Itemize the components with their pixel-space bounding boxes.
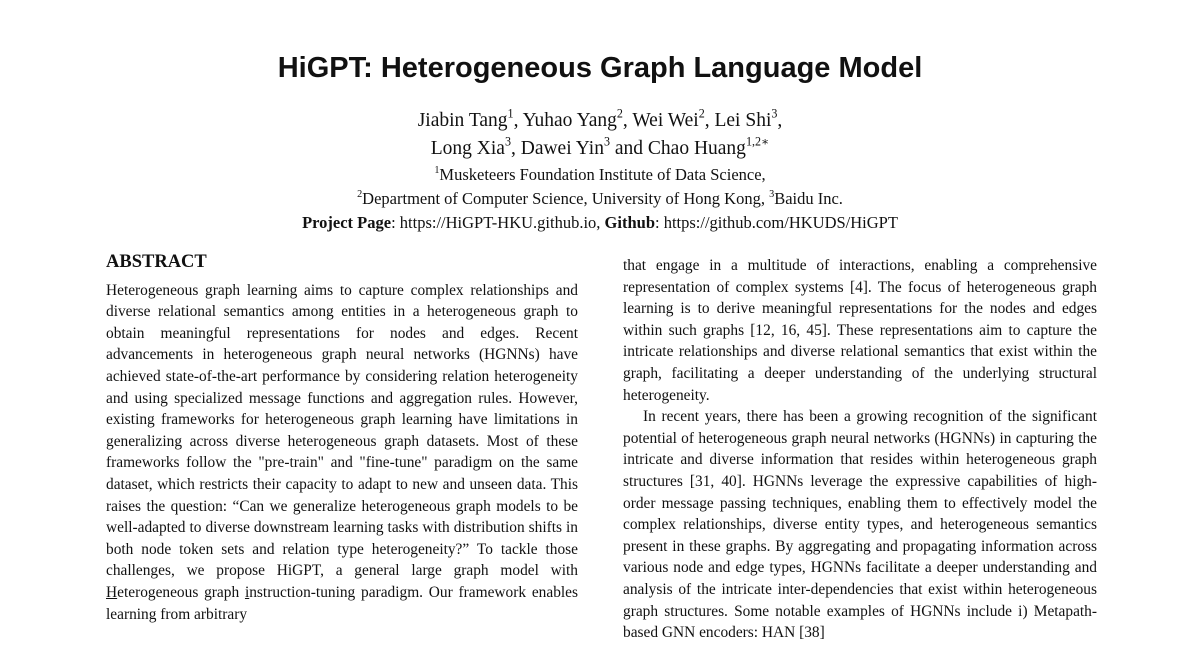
affiliation-2 (0, 187, 1200, 211)
author-sup: 3 (504, 134, 511, 149)
affiliation-sup: 2 (357, 188, 363, 200)
author-name: Dawei Yin (520, 138, 604, 159)
abstract-text-part: eterogeneous graph (117, 583, 245, 601)
author-list (0, 107, 1200, 163)
author-sup: 2 (616, 106, 623, 121)
project-page-link[interactable]: : https://HiGPT-HKU.github.io, (391, 213, 605, 232)
intro-paragraph-2: In recent years, there has been a growing recognition of the significant potential of heterogeneous graph neural networks (HGNNs) in capturing the intricate and diverse information that resides within heterogeneous graph structures [31, 40]. HGNNs leverage the expressive capabilities of high-order message passing techniques, enabling them to effectively model the complex relationships, diverse entity types, and heterogeneous semantics present in these graphs. By aggregating and propagating information across various node and edge types, HGNNs facilitate a deeper understanding and analysis of the intricate inter-dependencies that exist within heterogeneous graph structures. Some notable examples of HGNNs include i) Metapath-based GNN encoders: HAN [38] (623, 408, 1097, 642)
author-line-2 (0, 135, 1200, 163)
author-sup: 1,2∗ (745, 134, 770, 149)
author-sep: , (622, 110, 633, 131)
project-page-label: Project Page (302, 213, 392, 232)
author-sup: 1 (507, 106, 514, 121)
abstract-text-part: Heterogeneous graph learning aims to capture complex relationships and diverse relational semantics among entities in a heterogeneous graph to obtain meaningful representations for nodes and edges. Recent advancements in heterogeneous graph neural networks (HGNNs) have achieved state-of-the-art performance by considering relation heterogeneity and using specialized message functions and aggregation rules. However, existing frameworks for heterogeneous graph learning have limitations in generalizing across diverse heterogeneous graph datasets. Most of these frameworks follow the "pre-train" and "fine-tune" paradigm on the same dataset, which restricts their capacity to adapt to new and unseen data. This raises the question: “Can we generalize heterogeneous graph models to be well-adapted to diverse downstream learning tasks with distribution shifts in both node token sets and relation type heterogeneity?” To tackle those challenges, we propose HiGPT, a general large graph model with (106, 281, 578, 580)
intro-paragraph-1: that engage in a multitude of interactions, enabling a comprehensive representation of complex systems [4]. The focus of heterogeneous graph learning is to derive meaningful representations for the nodes and edges within such graphs [12, 16, 45]. These representations aim to capture the intricate relationships and diverse relational semantics that exist within the graph, facilitating a deeper understanding of the underlying structural heterogeneity. (623, 257, 1097, 404)
author-sep: , (777, 110, 783, 131)
author-sep: , (510, 138, 521, 159)
author-name: Chao Huang (647, 138, 746, 159)
author-line-1 (0, 107, 1200, 135)
author-sup: 2 (698, 106, 705, 121)
underlined-letter: i (244, 583, 250, 601)
abstract-heading: ABSTRACT (106, 252, 207, 272)
abstract-text-part: nstruction-tuning paradigm. Our framework enables learning from arbitrary (106, 583, 578, 623)
project-links (0, 211, 1200, 235)
underlined-letter: H (106, 583, 118, 601)
affiliation-1 (0, 163, 1200, 187)
affiliation-sup: 3 (769, 188, 775, 200)
paper-header (0, 52, 1200, 235)
author-name: Long Xia (430, 138, 505, 159)
paper-title: HiGPT: Heterogeneous Graph Language Model (277, 52, 923, 84)
author-sep: and (610, 138, 648, 159)
author-name: Yuhao Yang (522, 110, 617, 131)
left-column (106, 252, 578, 625)
arxiv-sidebar (30, 295, 80, 647)
abstract-text (106, 280, 578, 626)
author-name: Wei Wei (632, 110, 699, 131)
affiliation-sup: 1 (434, 164, 440, 176)
affiliation-text: Department of Computer Science, University of Hong Kong, (362, 189, 770, 208)
author-sup: 3 (603, 134, 610, 149)
github-link[interactable]: : https://github.com/HKUDS/HiGPT (655, 213, 898, 232)
affiliation-text: Baidu Inc. (774, 189, 843, 208)
affiliation-text: Musketeers Foundation Institute of Data Science, (439, 165, 766, 184)
author-sup: 3 (771, 106, 778, 121)
github-label: Github (604, 213, 655, 232)
right-column (623, 255, 1097, 644)
author-sep: , (513, 110, 523, 131)
author-sep: , (704, 110, 715, 131)
author-name: Lei Shi (714, 110, 772, 131)
author-name: Jiabin Tang (417, 110, 508, 131)
